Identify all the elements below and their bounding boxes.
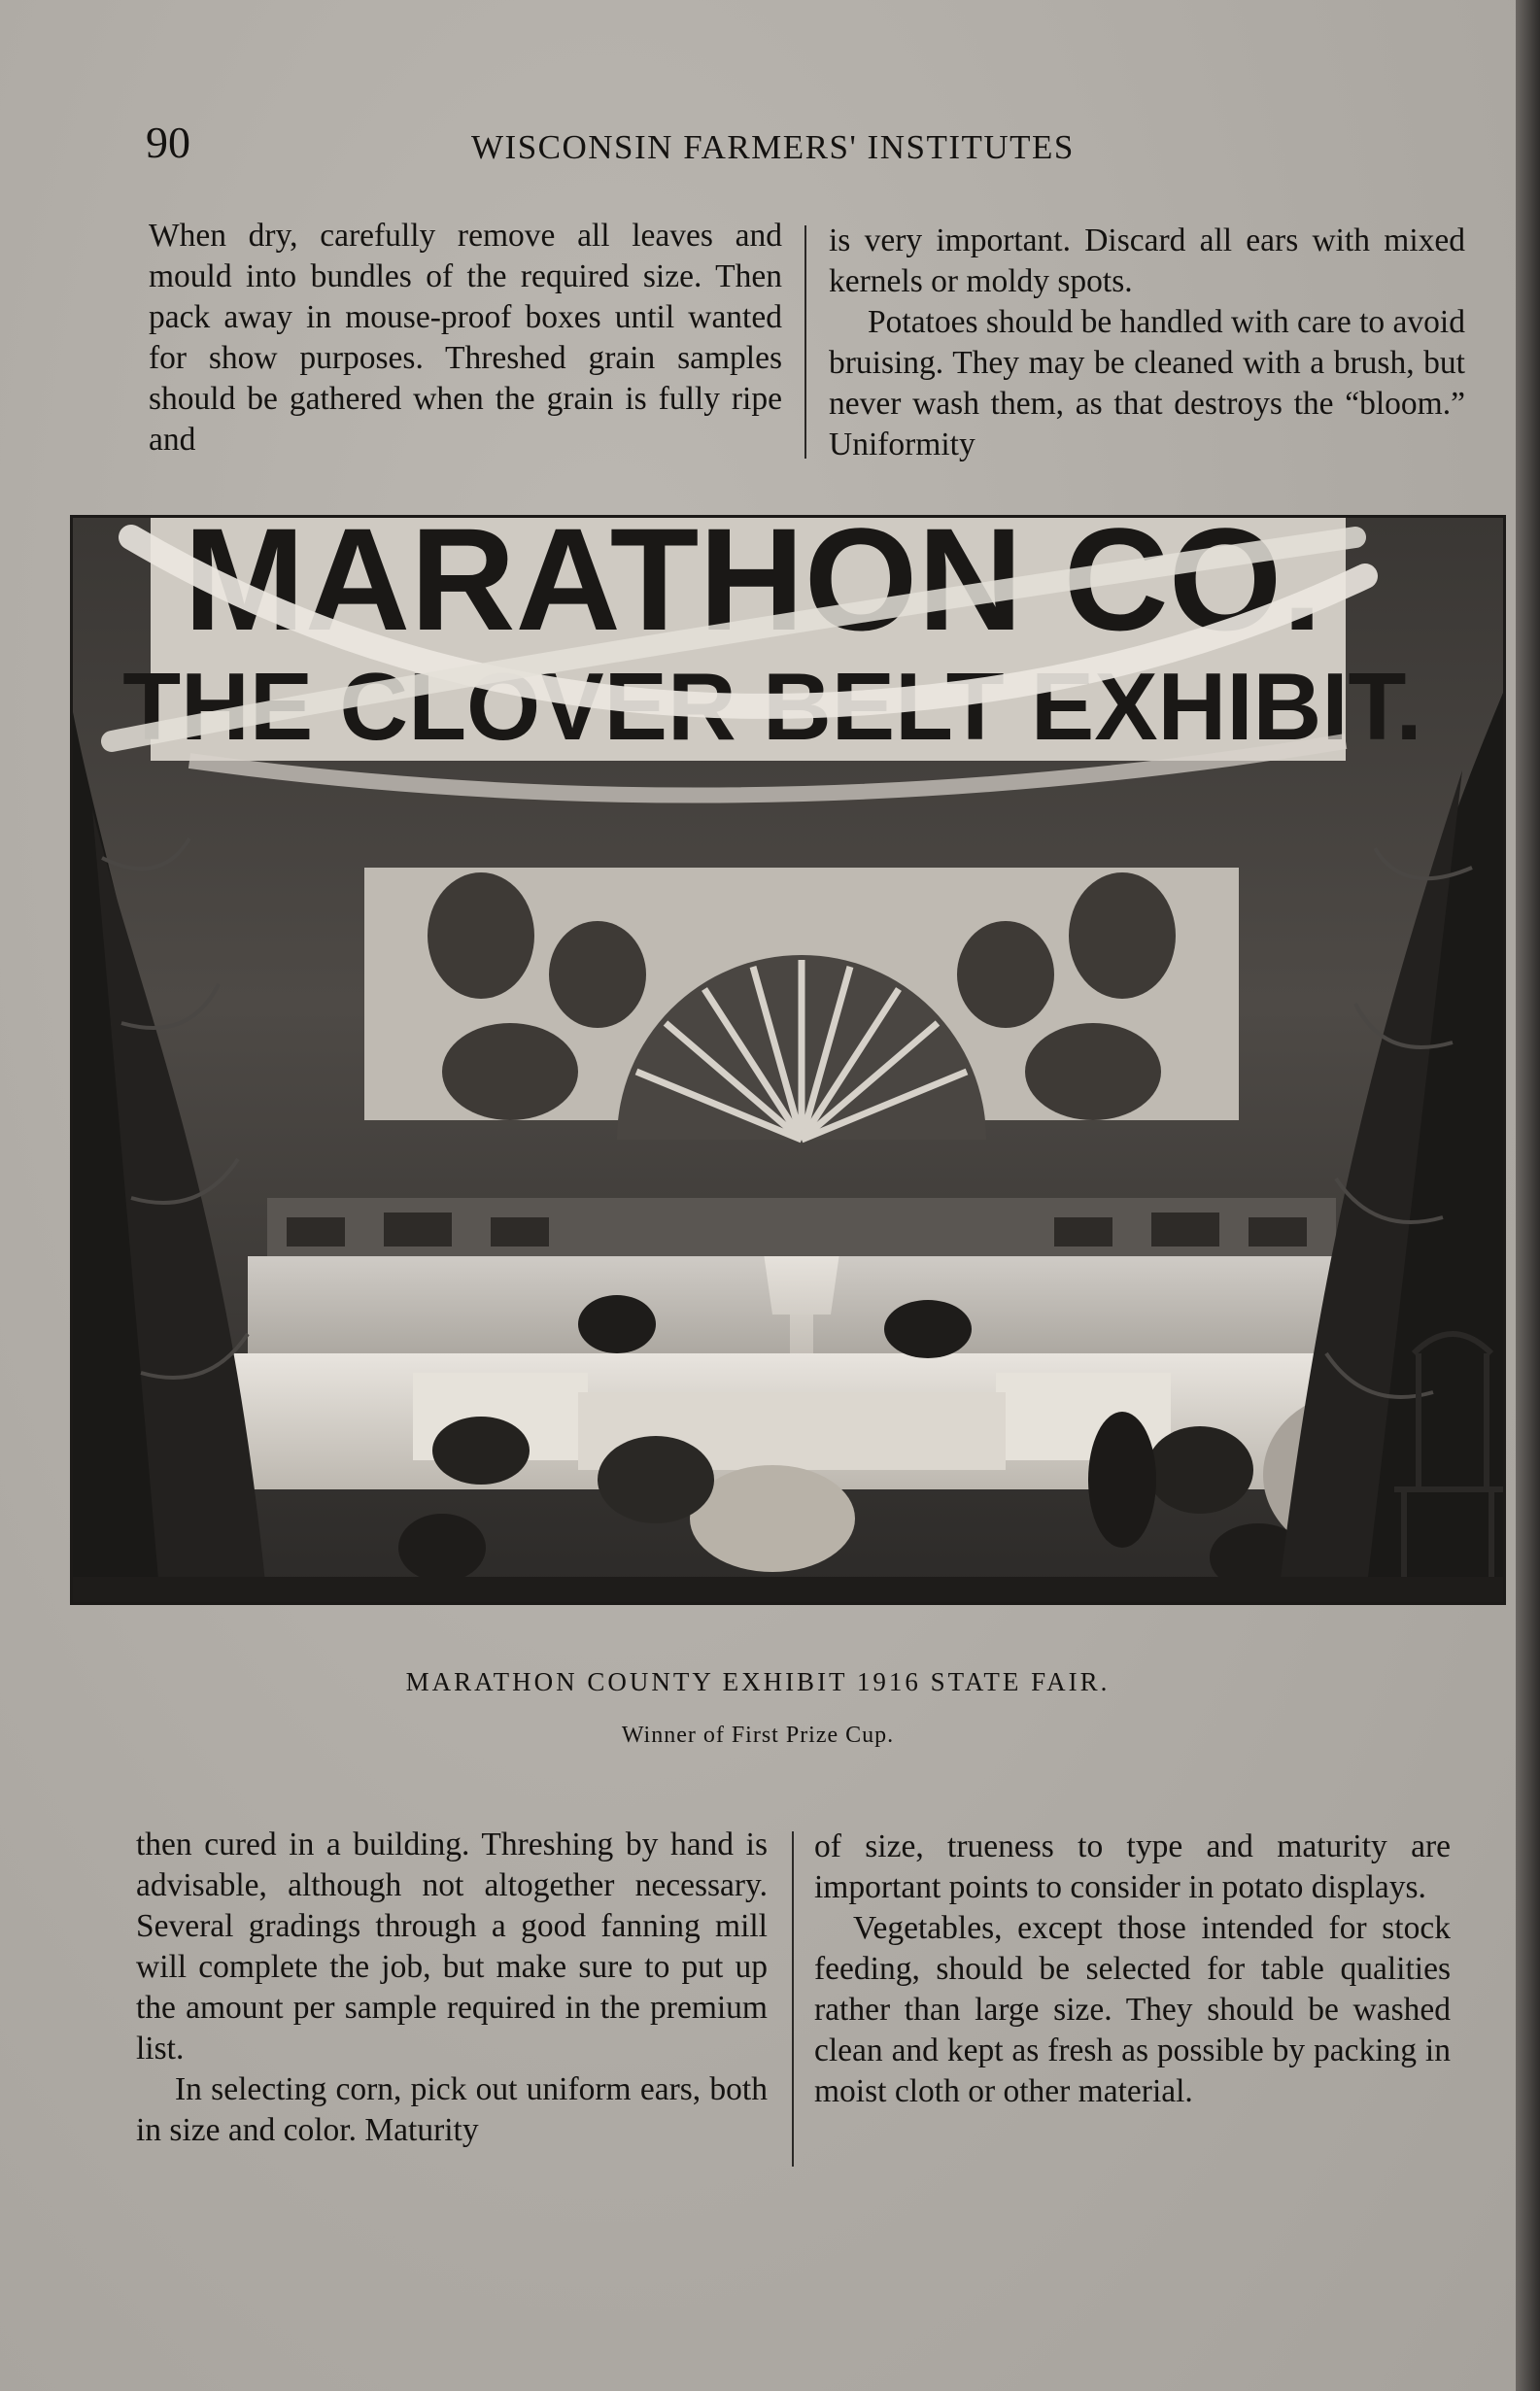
paragraph: In selecting corn, pick out uniform ears, both in size and color. Maturity bbox=[136, 2071, 768, 2148]
paragraph: Potatoes should be handled with care to avoid bruising. They may be cleaned with a brush, but never wash them, as that destroys the “bloom.” Uniformity bbox=[829, 304, 1465, 462]
book-binding-edge bbox=[1516, 0, 1540, 2391]
column-divider-bottom bbox=[792, 1831, 794, 2167]
exhibit-photograph bbox=[70, 515, 1506, 1605]
exhibit-photo-illustration bbox=[73, 518, 1503, 1602]
paragraph: then cured in a building. Threshing by hand is advisable, although not altogether necessary. Several gradings through a good fanning mill will complete the job, but make sure to put up the amount per sample required in the premium list. bbox=[136, 1827, 768, 2067]
banner-line-2: THE CLOVER BELT EXHIBIT. bbox=[122, 653, 1422, 760]
page-number: 90 bbox=[146, 118, 190, 167]
text-column-top-left bbox=[149, 216, 782, 461]
banner-line-1: MARATHON CO. bbox=[183, 518, 1323, 661]
running-head: WISCONSIN FARMERS' INSTITUTES bbox=[471, 128, 1075, 166]
paragraph: When dry, carefully remove all leaves and mould into bundles of the required size. Then pack away in mouse-proof boxes until wanted for show purposes. Threshed grain samples should be gathered when the grain is fully ripe and bbox=[149, 218, 782, 458]
paragraph: Vegetables, except those intended for stock feeding, should be selected for table qualities rather than large size. They should be washed clean and kept as fresh as possible by packing in moist cloth or other material. bbox=[814, 1910, 1451, 2109]
paragraph: of size, trueness to type and maturity are important points to consider in potato displays. bbox=[814, 1828, 1451, 1905]
paragraph: is very important. Discard all ears with mixed kernels or moldy spots. bbox=[829, 222, 1465, 299]
photo-subcaption: Winner of First Prize Cup. bbox=[621, 1723, 895, 1748]
text-column-top-right bbox=[829, 221, 1465, 465]
column-divider-top bbox=[804, 225, 806, 459]
text-column-bottom-right bbox=[814, 1827, 1451, 2112]
photo-caption: MARATHON COUNTY EXHIBIT 1916 STATE FAIR. bbox=[405, 1667, 1111, 1696]
page-header bbox=[146, 117, 1457, 175]
text-column-bottom-left bbox=[136, 1825, 768, 2151]
